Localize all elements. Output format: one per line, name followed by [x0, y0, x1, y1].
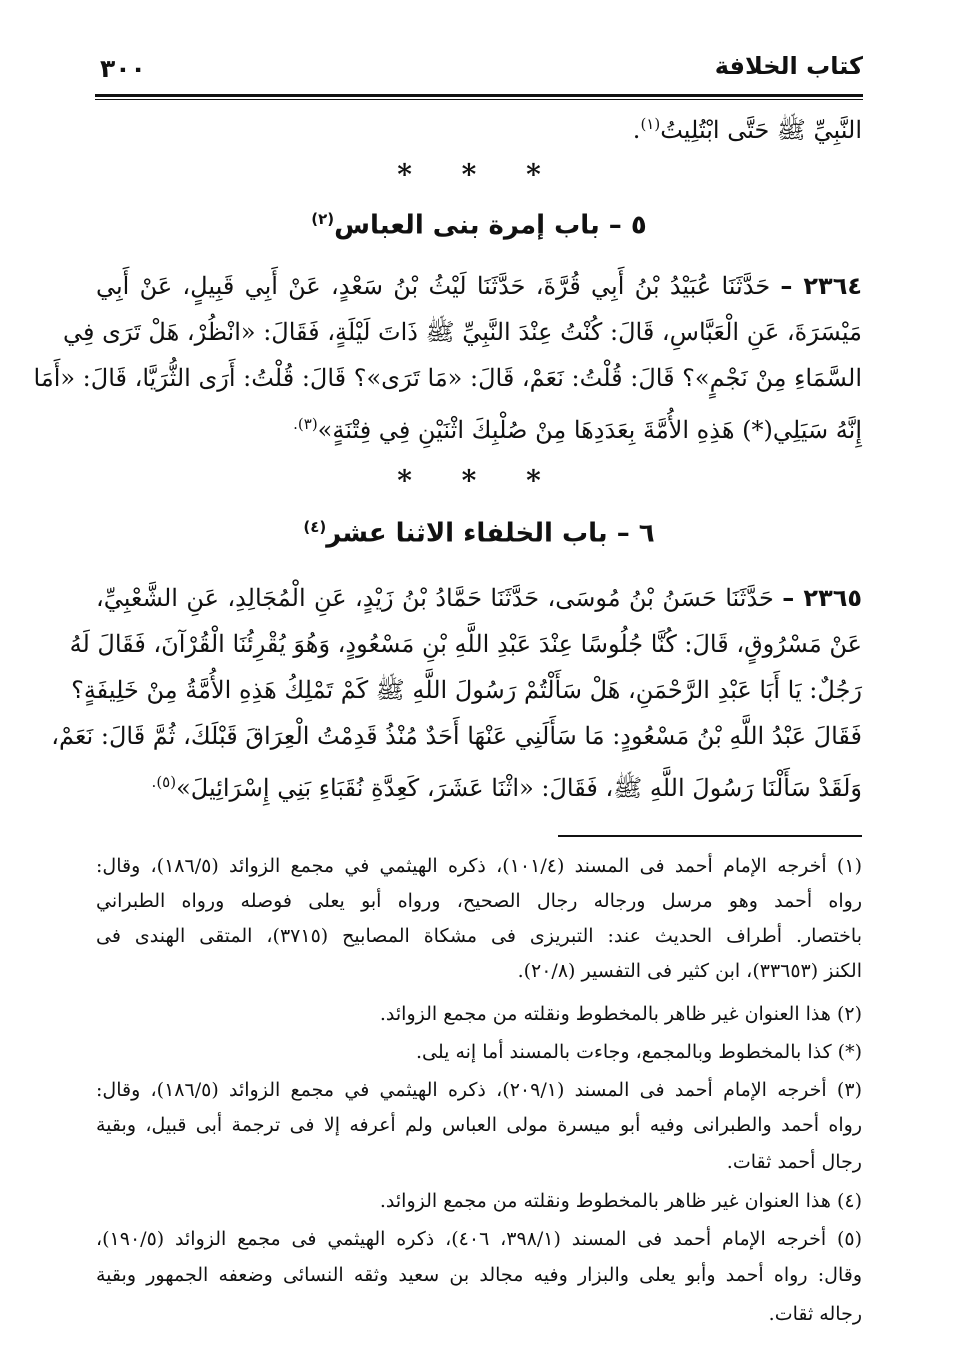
- footnote-ref: (١): [640, 115, 661, 133]
- footnote-line: باختصار. أطراف الحديث عند: التبريزى فى مشكاة المصابيح (٣٧١٥)، المتقى الهندى فى: [96, 925, 862, 947]
- footnote-rule: [558, 835, 862, 837]
- hadith-line: رَجُلٌ: يَا أَبَا عَبْدِ الرَّحْمَنِ، هَلْ سَأَلْتُمْ رَسُولَ اللَّهِ ﷺ كَمْ تَمْلِكُ هَذِهِ الأُمَّةُ مِنْ خَلِيفَةٍ؟: [71, 676, 862, 704]
- chapter-title: ٥ – باب إمرة بنى العباس: [334, 210, 647, 241]
- hadith-text: حَدَّثَنَا حَسَنُ بْنُ مُوسَى، حَدَّثَنَا حَمَّادُ بْنُ زَيْدٍ، عَنِ الْمُجَالِدِ، عَنِ الشَّعْبِيِّ،: [96, 584, 774, 612]
- page-number: ٣٠٠: [100, 54, 146, 83]
- chapter-heading-5: [0, 210, 958, 241]
- footnote-line: رواه أحمد والطبرانى وفيه أبو ميسرة مولى العباس ولم أعرفه إلا فى ترجمة أبى قبيل، وبقية: [96, 1114, 862, 1136]
- hadith-line: [96, 270, 862, 302]
- footnote-line: (٣) أخرجه الإمام أحمد فى المسند (٢٠٩/١)، ذكره الهيثمي في مجمع الزوائد (١٨٦/٥)، وقال:: [96, 1079, 862, 1101]
- footnote-line: (٢) هذا العنوان غير ظاهر بالمخطوط ونقلته من مجمع الزوائد.: [379, 1003, 862, 1025]
- footnote-line: (٤) هذا العنوان غير ظاهر بالمخطوط ونقلته من مجمع الزوائد.: [379, 1190, 862, 1212]
- hadith-text: وَلَقَدْ سَأَلْنَا رَسُولَ اللَّهِ ﷺ، فَقَالَ: «اثْنَا عَشَرَ، كَعِدَّةِ نُقَبَاءِ بَنِي إِسْرَائِيلَ»: [176, 774, 862, 802]
- running-title: كتاب الخلافة: [714, 52, 863, 80]
- hadith-line: مَيْسَرَةَ، عَنِ الْعَبَّاسِ، قَالَ: كُنْتُ عِنْدَ النَّبِيِّ ﷺ ذَاتَ لَيْلَةٍ، فَقَالَ: «انْظُرْ، هَلْ تَرَى فِي: [62, 318, 862, 346]
- continued-text-line: النَّبِيِّ ﷺ حَتَّى ابْتُلِيتُ$^{(١)}$.: [632, 115, 862, 144]
- footnote-line: وقال: رواه أحمد وأبو يعلى والبزار وفيه مجالد بن سعيد وثقه النسائى وضعفه الجمهور وبقية: [96, 1264, 862, 1286]
- hadith-text: حَدَّثَنَا عُبَيْدُ بْنُ أَبِي قُرَّةَ، حَدَّثَنَا لَيْثُ بْنُ سَعْدٍ، عَنْ أَبِي قَبِيلٍ، عَنْ أَبِي: [96, 272, 771, 300]
- hadith-line-last: [96, 408, 862, 446]
- header-rule: [95, 94, 863, 97]
- footnote-line: (٥) أخرجه الإمام أحمد فى المسند (٣٩٨/١، ٤٠٦)، ذكره الهيثمي فى مجمع الزوائد (١٩٠/٥)،: [96, 1228, 863, 1250]
- hadith-line-last: [96, 766, 862, 804]
- section-separator: * * *: [397, 158, 561, 191]
- hadith-text: إِنَّهُ سَيَلِي(*) هَذِهِ الأُمَّةَ بِعَدَدِهَا مِنْ صُلْبِكَ اثْنَيْنِ فِي فِتْنَةٍ»: [317, 416, 862, 444]
- footnote-line: الكنز (٣٣٦٥٣)، ابن كثير فى التفسير (٢٠/٨).: [517, 960, 862, 982]
- footnote-line: (*) كذا بالمخطوط وبالمجمع، وجاءت بالمسند أما إنه يلى.: [415, 1041, 862, 1063]
- footnote-line: (١) أخرجه الإمام أحمد فى المسند (١٠١/٤)، ذكره الهيثمي في مجمع الزوائد (١٨٦/٥)، وقال:: [96, 855, 862, 877]
- hadith-number: ٢٣٦٥ –: [782, 584, 863, 612]
- footnote-line: رجال أحمد ثقات.: [726, 1151, 862, 1173]
- hadith-number: ٢٣٦٤ –: [780, 272, 862, 300]
- hadith-line: فَقَالَ عَبْدُ اللَّهِ بْنُ مَسْعُودٍ: مَا سَأَلَنِي عَنْهَا أَحَدٌ مُنْذُ قَدِمْتُ الْعِرَاقَ قَبْلَكَ، ثُمَّ قَالَ: نَعَمْ،: [51, 722, 862, 750]
- hadith-line: السَّمَاءِ مِنْ نَجْمٍ»؟ قَالَ: قُلْتُ: نَعَمْ، قَالَ: «مَا تَرَى»؟ قَالَ: قُلْتُ: أَرَى الثُّرَيَّا، قَالَ: «أَمَا: [33, 364, 862, 392]
- footnote-line: رواه أحمد وهو مرسل ورجاله رجال الصحيح، ورواه أبو يعلى فوصله ورواه الطبراني: [96, 890, 862, 912]
- hadith-line: [96, 582, 862, 614]
- continued-text: النَّبِيِّ ﷺ حَتَّى ابْتُلِيتُ: [660, 116, 862, 144]
- section-separator: * * *: [397, 464, 561, 497]
- hadith-line: عَنْ مَسْرُوقٍ، قَالَ: كُنَّا جُلُوسًا عِنْدَ عَبْدِ اللَّهِ بْنِ مَسْعُودٍ، وَهُوَ يُقْرِئُنَا الْقُرْآنَ، فَقَالَ لَهُ: [69, 630, 862, 658]
- footnote-ref: (٢): [311, 210, 335, 228]
- footnote-ref: (٥).: [151, 773, 177, 791]
- footnote-line: رجاله ثقات.: [768, 1303, 862, 1325]
- chapter-heading-6: [0, 518, 958, 549]
- chapter-title: ٦ – باب الخلفاء الاثنا عشر: [326, 518, 655, 549]
- header-rule-thin: [95, 99, 863, 100]
- footnote-ref: (٤): [303, 518, 327, 536]
- footnote-ref: (٣).: [293, 415, 318, 433]
